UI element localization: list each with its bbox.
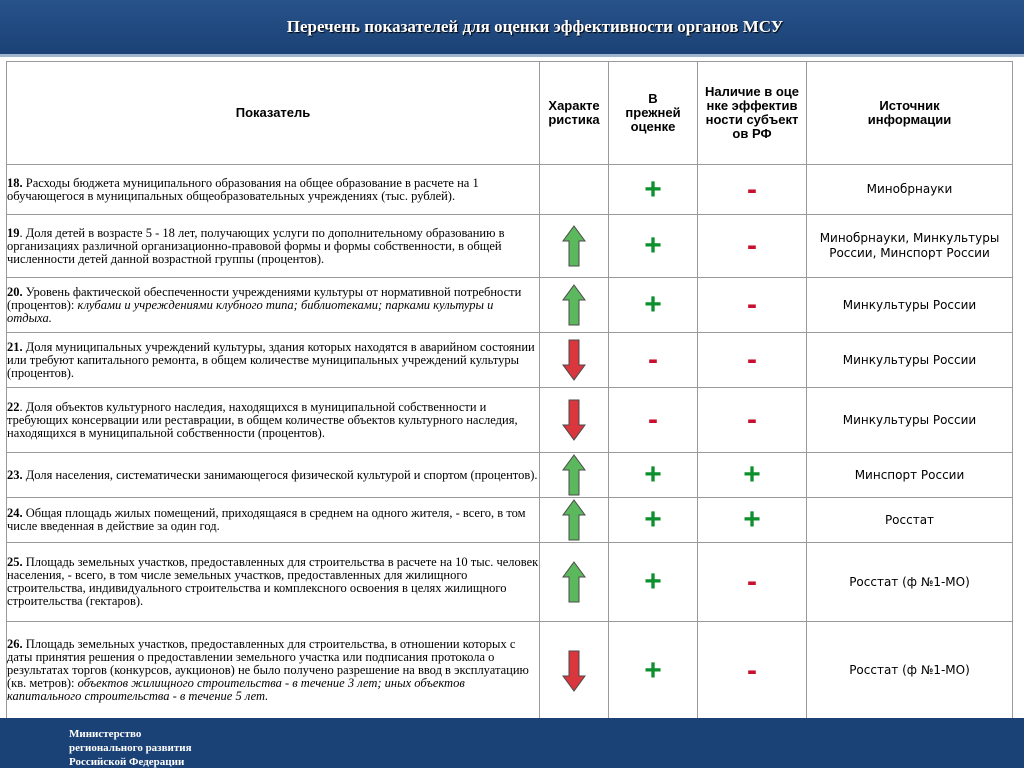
indicator-text: Доля населения, систематически занимающегося физической культурой и спортом (процентов). xyxy=(22,467,538,482)
previous-mark: - xyxy=(609,388,698,453)
characteristic-cell xyxy=(540,498,609,543)
source-cell: Минкультуры России xyxy=(807,278,1013,333)
header-source-text: Источник информации xyxy=(867,98,952,127)
source-cell: Минобрнауки xyxy=(807,165,1013,215)
arrow-down-icon xyxy=(562,351,586,368)
indicator-number: 26. xyxy=(7,637,23,651)
indicator-text: . Доля детей в возрасте 5 - 18 лет, получающих услуги по дополнительному образованию в организациях различной организационно-правовой формы и формы собственности, в общей численности детей данной возрастной группы (процентов). xyxy=(7,225,505,266)
indicator-cell xyxy=(7,165,540,215)
indicator-number: 24. xyxy=(7,506,23,520)
characteristic-cell xyxy=(540,215,609,278)
indicator-number: 21. xyxy=(7,339,23,354)
indicator-text: Площадь земельных участков, предоставленных для строительства, в отношении которых с даты принятия решения о предоставлении земельного участка или подписания протокола о результатах торгов (конкурсов, аукционов) не было получено разрешение на ввод в эксплуатацию (кв. метров): xyxy=(7,637,529,690)
characteristic-cell xyxy=(540,622,609,720)
previous-mark: + xyxy=(609,622,698,720)
subjects-mark: - xyxy=(698,543,807,622)
source-cell: Минобрнауки, Минкультуры России, Минспорт России xyxy=(807,215,1013,278)
previous-mark: + xyxy=(609,215,698,278)
indicator-cell xyxy=(7,215,540,278)
characteristic-cell xyxy=(540,388,609,453)
table-row xyxy=(7,622,1013,720)
indicator-text: Площадь земельных участков, предоставленных для строительства в расчете на 10 тыс. человек населения, - всего, в том числе земельных участков, предоставленных для жилищного строительства, индивидуального строительства и комплексного освоения в целях жилищного строительства (гектаров). xyxy=(7,555,539,608)
indicator-number: 18. xyxy=(7,175,23,190)
table-row xyxy=(7,388,1013,453)
indicator-cell xyxy=(7,333,540,388)
previous-mark: + xyxy=(609,543,698,622)
header-previous-text: В прежней оценке xyxy=(625,91,681,134)
indicator-number: 20. xyxy=(7,284,23,299)
table-row xyxy=(7,165,1013,215)
indicator-cell xyxy=(7,622,540,720)
ministry-name xyxy=(69,727,192,769)
indicator-text: . Доля объектов культурного наследия, находящихся в муниципальной собственности и требующих консервации или реставрации, в общем количестве объектов культурного наследия, находящихся в муниципальной собственности (процентов). xyxy=(7,399,518,440)
source-cell: Минкультуры России xyxy=(807,388,1013,453)
header-subjects-text: Наличие в оценке эффективности субъектов РФ xyxy=(704,84,799,141)
indicator-cell xyxy=(7,278,540,333)
characteristic-cell xyxy=(540,165,609,215)
arrow-down-icon xyxy=(562,661,586,678)
previous-mark: + xyxy=(609,165,698,215)
arrow-up-icon xyxy=(562,573,586,590)
source-cell: Росстат xyxy=(807,498,1013,543)
table-row xyxy=(7,333,1013,388)
indicator-italic-text: клубами и учреждениями клубного типа; библиотеками; парками культуры и отдыха. xyxy=(7,297,494,325)
indicator-text: Общая площадь жилых помещений, приходящаяся в среднем на одного жителя, - всего, в том числе введенная в действие за один год. xyxy=(7,506,526,533)
table-row xyxy=(7,543,1013,622)
arrow-up-icon xyxy=(562,466,586,483)
table-header-row xyxy=(7,62,1013,165)
subjects-mark: - xyxy=(698,388,807,453)
characteristic-cell xyxy=(540,453,609,498)
indicator-italic-text: объектов жилищного строительства - в течение 3 лет; иных объектов капитального строительства - в течение 5 лет. xyxy=(7,676,465,703)
characteristic-cell xyxy=(540,543,609,622)
characteristic-cell xyxy=(540,278,609,333)
indicator-text: Расходы бюджета муниципального образования на общее образование в расчете на 1 обучающегося в муниципальных общеобразовательных учреждениях (тыс. рублей). xyxy=(7,175,479,203)
previous-mark: - xyxy=(609,333,698,388)
indicator-number: 19 xyxy=(7,225,20,240)
indicator-number: 22 xyxy=(7,399,20,414)
source-cell: Росстат (ф №1-МО) xyxy=(807,543,1013,622)
table-row xyxy=(7,453,1013,498)
indicator-number: 25. xyxy=(7,555,23,569)
arrow-up-icon xyxy=(562,511,586,528)
page-title: Перечень показателей для оценки эффективности органов МСУ xyxy=(286,17,784,36)
source-cell: Минкультуры России xyxy=(807,333,1013,388)
previous-mark: + xyxy=(609,278,698,333)
footer-bar xyxy=(0,718,1024,768)
indicator-cell xyxy=(7,498,540,543)
indicator-number: 23. xyxy=(7,467,23,482)
indicator-text: Уровень фактической обеспеченности учреждениями культуры от нормативной потребности (процентов): xyxy=(7,284,522,312)
subjects-mark: + xyxy=(698,498,807,543)
previous-mark: + xyxy=(609,498,698,543)
source-cell: Минспорт России xyxy=(807,453,1013,498)
table-row xyxy=(7,278,1013,333)
characteristic-cell xyxy=(540,333,609,388)
arrow-up-icon xyxy=(562,237,586,254)
subjects-mark: - xyxy=(698,215,807,278)
subjects-mark: + xyxy=(698,453,807,498)
header-indicator: Показатель xyxy=(7,62,540,165)
table-row xyxy=(7,498,1013,543)
ministry-line-1: Министерство xyxy=(69,728,142,740)
indicator-cell xyxy=(7,388,540,453)
arrow-down-icon xyxy=(562,411,586,428)
header-source xyxy=(807,62,1013,165)
subjects-mark: - xyxy=(698,333,807,388)
header-bar xyxy=(0,0,1024,57)
subjects-mark: - xyxy=(698,278,807,333)
previous-mark: + xyxy=(609,453,698,498)
indicator-cell xyxy=(7,543,540,622)
ministry-line-2: регионального развития xyxy=(69,742,192,754)
arrow-up-icon xyxy=(562,296,586,313)
header-characteristic-text: Характеристика xyxy=(548,98,600,127)
source-cell: Росстат (ф №1-МО) xyxy=(807,622,1013,720)
header-characteristic xyxy=(540,62,609,165)
ministry-line-3: Российской Федерации xyxy=(69,756,185,768)
subjects-mark: - xyxy=(698,165,807,215)
subjects-mark: - xyxy=(698,622,807,720)
table-body xyxy=(7,165,1013,720)
header-previous xyxy=(609,62,698,165)
indicators-table xyxy=(6,61,1013,720)
indicator-text: Доля муниципальных учреждений культуры, здания которых находятся в аварийном состоянии или требуют капитального ремонта, в общем количестве муниципальных учреждений культуры (процентов). xyxy=(7,339,535,380)
indicator-cell xyxy=(7,453,540,498)
header-subjects xyxy=(698,62,807,165)
table-row xyxy=(7,215,1013,278)
